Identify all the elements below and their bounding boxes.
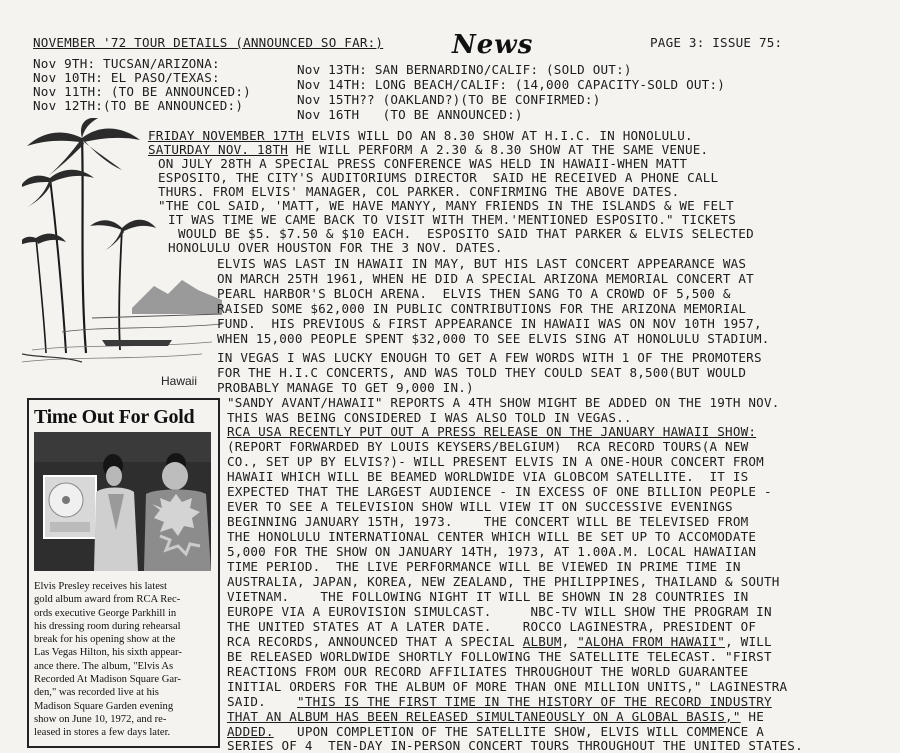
article-line: ON MARCH 25TH 1961, WHEN HE DID A SPECIAL ARIZONA MEMORIAL CONCERT AT [217, 271, 754, 286]
article-line: PROBABLY MANAGE TO GET 9,000 IN.) [217, 380, 474, 395]
article-line: BE RELEASED WORLDWIDE SHORTLY FOLLOWING THE SATELLITE TELECAST. "FIRST [227, 649, 772, 664]
date-line: Nov 9TH: TUCSAN/ARIZONA: [33, 56, 220, 71]
illustration-caption: Hawaii [161, 374, 198, 388]
article-line: (REPORT FORWARDED BY LOUIS KEYSERS/BELGIUM) RCA RECORD TOURS(A NEW [227, 439, 749, 454]
article-line: ON JULY 28TH A SPECIAL PRESS CONFERENCE WAS HELD IN HAWAII-WHEN MATT [158, 156, 688, 171]
article-line: TIME PERIOD. THE LIVE PERFORMANCE WILL BE VIEWED IN PRIME TIME IN [227, 559, 741, 574]
masthead-logo: News [452, 30, 534, 60]
line-text: RCA RECORDS, ANNOUNCED THAT A SPECIAL [227, 634, 523, 649]
article-line: THIS WAS BEING CONSIDERED I WAS ALSO TOLD IN VEGAS.. [227, 410, 632, 425]
date-line: Nov 13TH: SAN BERNARDINO/CALIF: (SOLD OUT:) [297, 62, 632, 77]
article-line: AUSTRALIA, JAPAN, KOREA, NEW ZEALAND, THE PHILIPPINES, THAILAND & SOUTH [227, 574, 780, 589]
caption-line: ords executive George Parkhill in [34, 607, 177, 619]
added-word: ADDED. [227, 724, 274, 739]
clipping-caption [34, 580, 214, 740]
article-line: THE HONOLULU INTERNATIONAL CENTER WHICH WILL BE SET UP TO ACCOMODATE [227, 529, 757, 544]
article-line: THURS. FROM ELVIS' MANAGER, COL PARKER. CONFIRMING THE ABOVE DATES. [158, 184, 680, 199]
article-line [227, 725, 764, 739]
article-line: IN VEGAS I WAS LUCKY ENOUGH TO GET A FEW WORDS WITH 1 OF THE PROMOTERS [217, 350, 762, 365]
caption-line: Madison Square Garden evening [34, 700, 174, 712]
line-text: HE WILL PERFORM A 2.30 & 8.30 SHOW AT THE SAME VENUE. [288, 142, 709, 157]
article-line: IT WAS TIME WE CAME BACK TO VISIT WITH THEM.'MENTIONED ESPOSITO." TICKETS [168, 212, 737, 227]
article-line [227, 695, 772, 709]
article-line: WOULD BE $5. $7.50 & $10 EACH. ESPOSITO SAID THAT PARKER & ELVIS SELECTED [178, 226, 754, 241]
rca-heading: RCA USA RECENTLY PUT OUT A PRESS RELEASE ON THE JANUARY HAWAII SHOW: [227, 424, 757, 439]
date-line: Nov 14TH: LONG BEACH/CALIF: (14,000 CAPACITY-SOLD OUT:) [297, 77, 726, 92]
article-line: CO., SET UP BY ELVIS?)- WILL PRESENT ELVIS IN A ONE-HOUR CONCERT FROM [227, 454, 764, 469]
caption-line: his dressing room during rehearsal [34, 620, 181, 632]
date-line: Nov 11TH: (TO BE ANNOUNCED:) [33, 84, 251, 99]
date-line: Nov 15TH?? (OAKLAND?)(TO BE CONFIRMED:) [297, 92, 601, 107]
article-line: HAWAII WHICH WILL BE BEAMED WORLDWIDE VIA GLOBCOM SATELLITE. IT IS [227, 469, 749, 484]
article-line [148, 129, 693, 143]
caption-line: Recorded At Madison Square Gar- [34, 674, 181, 686]
album-title: "ALOHA FROM HAWAII" [577, 634, 726, 649]
caption-line: leased in stores a few days later. [34, 727, 171, 739]
article-line: EUROPE VIA A EUROVISION SIMULCAST. NBC-TV WILL SHOW THE PROGRAM IN [227, 604, 772, 619]
line-text: , WILL [725, 634, 772, 649]
article-line: "SANDY AVANT/HAWAII" REPORTS A 4TH SHOW MIGHT BE ADDED ON THE 19TH NOV. [227, 395, 780, 410]
caption-line: den," was recorded live at his [34, 687, 159, 699]
date-highlight: FRIDAY NOVEMBER 17TH [148, 128, 304, 143]
album-word: ALBUM [522, 634, 562, 649]
article-line: "THE COL SAID, 'MATT, WE HAVE MANYY, MANY FRIENDS IN THE ISLANDS & WE FELT [158, 198, 734, 213]
date-line: Nov 10TH: EL PASO/TEXAS: [33, 70, 220, 85]
date-highlight: SATURDAY NOV. 18TH [148, 142, 289, 157]
page-issue: PAGE 3: ISSUE 75: [650, 35, 783, 50]
article-line: WHEN 15,000 PEOPLE SPENT $32,000 TO SEE ELVIS SING AT HONOLULU STADIUM. [217, 331, 770, 346]
gold-record-clipping [27, 398, 220, 748]
tour-header: NOVEMBER '72 TOUR DETAILS (ANNOUNCED SO FAR:) [33, 35, 384, 50]
line-text: SAID. [227, 694, 298, 709]
caption-line: break for his opening show at the [34, 634, 176, 646]
caption-line: show on June 10, 1972, and re- [34, 713, 167, 725]
caption-line: Las Vegas Hilton, his sixth appear- [34, 647, 182, 659]
date-line: Nov 12TH:(TO BE ANNOUNCED:) [33, 98, 244, 113]
date-line: Nov 16TH (TO BE ANNOUNCED:) [297, 107, 523, 122]
article-line: ESPOSITO, THE CITY'S AUDITORIUMS DIRECTOR SAID HE RECEIVED A PHONE CALL [158, 170, 719, 185]
article-line: INITIAL ORDERS FOR THE ALBUM OF MORE THAN ONE MILLION UNITS," LAGINESTRA [227, 679, 788, 694]
article-line: EVER TO SEE A TELEVISION SHOW WILL VIEW IT ON SUCCESSIVE EVENINGS [227, 499, 733, 514]
quote-highlight: "THIS IS THE FIRST TIME IN THE HISTORY OF THE RECORD INDUSTRY [297, 694, 772, 709]
article-line: FOR THE H.I.C CONCERTS, AND WAS TOLD THEY COULD SEAT 8,500(BUT WOULD [217, 365, 747, 380]
line-text: , [561, 634, 578, 649]
elvis-gold-record-photo [34, 432, 211, 571]
article-line [148, 143, 708, 157]
article-line: 5,000 FOR THE SHOW ON JANUARY 14TH, 1973, AT 1.00A.M. LOCAL HAWAIIAN [227, 544, 757, 559]
caption-line: ance there. The album, "Elvis As [34, 660, 174, 672]
article-line: VIETNAM. THE FOLLOWING NIGHT IT WILL BE SHOWN IN 28 COUNTRIES IN [227, 589, 749, 604]
article-line [227, 710, 764, 724]
quote-highlight: THAT AN ALBUM HAS BEEN RELEASED SIMULTANEOUSLY ON A GLOBAL BASIS," [227, 709, 741, 724]
article-line: HONOLULU OVER HOUSTON FOR THE 3 NOV. DATES. [168, 240, 503, 255]
article-line: THE UNITED STATES AT A LATER DATE. ROCCO LAGINESTRA, PRESIDENT OF [227, 619, 757, 634]
article-line: REACTIONS FROM OUR RECORD AFFILIATES THROUGHOUT THE WORLD GUARANTEE [227, 664, 749, 679]
caption-line: Elvis Presley receives his latest [34, 581, 167, 592]
article-line: SERIES OF 4 TEN-DAY IN-PERSON CONCERT TOURS THROUGHOUT THE UNITED STATES. [227, 738, 803, 753]
article-line: FUND. HIS PREVIOUS & FIRST APPEARANCE IN HAWAII WAS ON NOV 10TH 1957, [217, 316, 762, 331]
clipping-title: Time Out For Gold [34, 406, 195, 428]
article-line: ELVIS WAS LAST IN HAWAII IN MAY, BUT HIS LAST CONCERT APPEARANCE WAS [217, 256, 747, 271]
article-line: EXPECTED THAT THE LARGEST AUDIENCE - IN EXCESS OF ONE BILLION PEOPLE - [227, 484, 772, 499]
article-line: RAISED SOME $62,000 IN PUBLIC CONTRIBUTIONS FOR THE ARIZONA MEMORIAL [217, 301, 747, 316]
article-line [227, 635, 772, 649]
article-line: PEARL HARBOR'S BLOCH ARENA. ELVIS THEN SANG TO A CROWD OF 5,500 & [217, 286, 731, 301]
caption-line: gold album award from RCA Rec- [34, 594, 181, 606]
article-line: BEGINNING JANUARY 15TH, 1973. THE CONCERT WILL BE TELEVISED FROM [227, 514, 749, 529]
line-text: HE [740, 709, 764, 724]
line-text: UPON COMPLETION OF THE SATELLITE SHOW, ELVIS WILL COMMENCE A [273, 724, 764, 739]
line-text: ELVIS WILL DO AN 8.30 SHOW AT H.I.C. IN HONOLULU. [303, 128, 693, 143]
